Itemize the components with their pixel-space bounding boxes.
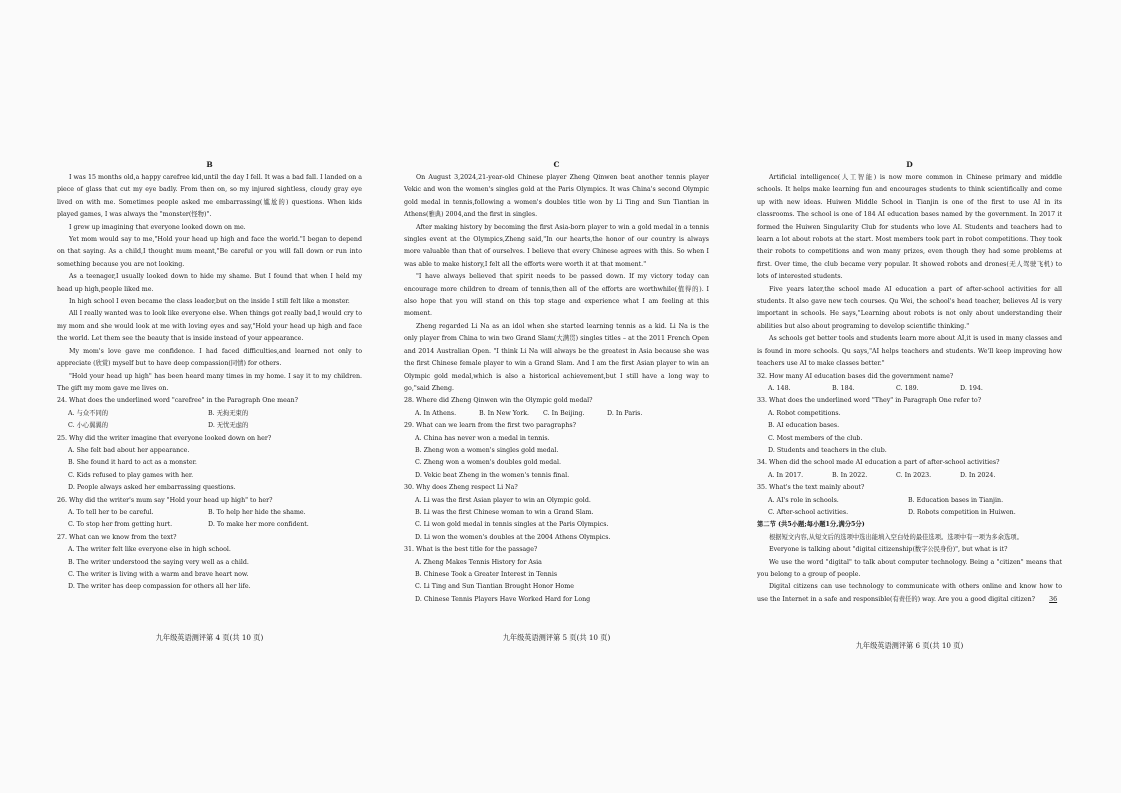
option: B. 无拘无束的	[208, 409, 249, 417]
option: B. She found it hard to act as a monster.	[68, 459, 197, 467]
option: D. Robots competition in Huiwen.	[908, 508, 1016, 516]
section-c	[404, 158, 709, 606]
option: C. 小心翼翼的	[68, 422, 109, 430]
option: A. Robot competitions.	[768, 409, 841, 417]
paragraph: On August 3,2024,21-year-old Chinese player Zheng Qinwen beat another tennis player Vekic and won the women's singles gold at the Paris Olympics. It was China's second Olympic gold medal in tennis,following a women's doubles title won by Li Ting and Sun Tiantian in Athens(雅典) 2004,and the first in singles.	[404, 174, 709, 219]
question-stem: 31. What is the best title for the passage?	[404, 546, 538, 554]
option: B. Chinese Took a Greater Interest in Tennis	[415, 571, 558, 578]
option: A. 148.	[768, 384, 791, 392]
paragraph: As schools get better tools and students learn more about AI,it is used in many classes and is found in more schools. Qu says,"AI helps teachers and students. We'll keep improving how teachers use AI to make classes better."	[757, 335, 1062, 368]
question-stem: 27. What can we know from the text?	[57, 533, 177, 541]
question-stem: 35. What's the text mainly about?	[757, 484, 865, 492]
option: B. Zheng won a women's singles gold medal.	[415, 446, 559, 454]
question-stem: 29. What can we learn from the first two paragraphs?	[404, 422, 576, 430]
question-26	[57, 495, 362, 532]
option: D. Chinese Tennis Players Have Worked Hard for Long	[415, 595, 591, 603]
option: C. In Beijing.	[543, 409, 585, 417]
option: A. 与众不同的	[68, 409, 109, 417]
paragraph: All I really wanted was to look like everyone else. When things got really bad,I would cry to my mom and she would look at me with loving eyes and say,"Hold your head up high and face the world. Let them see the beauty that is inside instead of your appearance.	[57, 310, 362, 343]
option: B. In 2022.	[832, 471, 868, 479]
option: D. Vekic beat Zheng in the women's tennis final.	[415, 471, 570, 479]
option: D. Students and teachers in the club.	[768, 446, 887, 454]
option: D. 无忧无虑的	[208, 422, 249, 430]
question-27	[57, 532, 362, 594]
paragraph: Five years later,the school made AI education a part of after-school activities for all students. It also gave new tech courses. Qu Wei, the school's head teacher, believes AI is very important in schools. He says,"Learning about robots is not only about understanding their abilities but also about programing to develop scientific thinking."	[757, 285, 1062, 330]
question-24	[57, 395, 362, 432]
option: D. In Paris.	[607, 409, 643, 417]
option: B. To help her hide the shame.	[208, 508, 306, 516]
passage	[404, 172, 709, 395]
option: B. In New York.	[479, 409, 530, 417]
question-30	[404, 482, 709, 544]
paragraph: Everyone is talking about "digital citizenship(数字公民身份)", but what is it?	[769, 546, 1008, 554]
paragraph	[757, 581, 1062, 606]
paragraph: Yet mom would say to me,"Hold your head up high and face the world."I began to depend on that saying. As a child,I thought mum meant,"Be careful or you will fall down or run into something because you are not looking.	[57, 236, 362, 268]
question-stem: 33. What does the underlined word "They" in Paragraph One refer to?	[757, 397, 982, 405]
question-33	[757, 395, 1062, 457]
paragraph: My mom's love gave me confidence. I had faced difficulties,and learned not only to appreciate (欣赏) myself but to have deep compassion(同情) for others.	[57, 347, 362, 368]
option: C. Li won gold medal in tennis singles at the Paris Olympics.	[415, 521, 609, 529]
paragraph: Artificial intelligence(人工智能) is now more common in Chinese primary and middle schools. It helps make learning fun and encourages students to think scientifically and come up with new ideas. Huiwen Middle School in Tianjin is one of the first to use AI in its classrooms. The school is one of 184 AI education bases named by the government. In 2017 it formed the Huiwen Singularity Club for students who love AI. Students and teachers had to learn a lot about robots at the start. Most members took part in robot competitions. They took their robots to competitions and won many prizes, even though they had some problems at first. Over time, the club became very popular. It showed robots and drones(无人驾驶飞机) to lots of interested students.	[757, 174, 1062, 281]
paragraph-text: Digital citizens can use technology to communicate with others online and know how to use the Internet in a safe and responsible(有责任的) way. Are you a good digital citizen?	[757, 583, 1062, 603]
paragraph: I grew up imagining that everyone looked down on me.	[69, 223, 246, 231]
option: C. Kids refused to play games with her.	[68, 471, 194, 479]
question-35	[757, 482, 1062, 519]
question-stem: 32. How many AI education bases did the government name?	[757, 372, 954, 380]
option: B. 184.	[832, 384, 855, 392]
option: D. Li won the women's doubles at the 2004 Athens Olympics.	[415, 533, 611, 541]
paragraph: As a teenager,I usually looked down to hide my shame. But I found that when I held my head up high,people liked me.	[57, 273, 362, 293]
section-heading: B	[206, 160, 213, 169]
option: A. China has never won a medal in tennis.	[415, 434, 550, 442]
question-stem: 26. Why did the writer's mum say "Hold your head up high" to her?	[57, 496, 273, 504]
option: C. Li Ting and Sun Tiantian Brought Honor Home	[415, 583, 574, 591]
option: A. To tell her to be careful.	[68, 508, 154, 516]
question-stem: 24. What does the underlined word "carefree" in the Paragraph One mean?	[57, 397, 299, 405]
option: A. She felt bad about her appearance.	[68, 446, 190, 454]
section-d	[757, 158, 1062, 606]
option: C. Most members of the club.	[768, 434, 863, 442]
option: A. Zheng Makes Tennis History for Asia	[415, 558, 542, 566]
page-footer: 九年级英语测评第 5 页(共 10 页)	[502, 633, 611, 642]
option: A. The writer felt like everyone else in high school.	[68, 546, 231, 554]
part2-instruction: 根据短文内容,从短文后的选项中选出能填入空白处的最佳选项。选项中有一项为多余选项。	[769, 533, 1023, 541]
option: D. In 2024.	[960, 471, 996, 479]
option: A. In Athens.	[415, 409, 457, 417]
paragraph: We use the word "digital" to talk about computer technology. Being a "citizen" means that you belong to a group of people.	[757, 558, 1062, 578]
option: B. Li was the first Chinese woman to win a Grand Slam.	[415, 508, 594, 516]
question-28	[404, 395, 709, 420]
question-31	[404, 544, 709, 606]
option: D. The writer has deep compassion for others all her life.	[68, 583, 251, 591]
question-34	[757, 457, 1062, 482]
option: B. The writer understood the saying very well as a child.	[68, 558, 249, 566]
option: B. AI education bases.	[768, 422, 840, 430]
blank-36[interactable]: 36	[1049, 595, 1058, 603]
part2-title: 第二节 (共5小题;每小题1分,满分5分)	[757, 521, 865, 529]
option: C. To stop her from getting hurt.	[68, 521, 173, 529]
paragraph: After making history by becoming the first Asia-born player to win a gold medal in a tennis singles event at the Olympics,Zheng said,"In our hearts,the honor of our country is always more valuable than that of ourselves. I believe that every Chinese agrees with this. So when I was able to make history,I felt all the efforts were worth it at that moment."	[404, 223, 709, 268]
question-stem: 34. When did the school made AI education a part of after-school activities?	[757, 459, 1000, 467]
passage	[57, 172, 362, 395]
question-25	[57, 433, 362, 495]
page-footer: 九年级英语测评第 4 页(共 10 页)	[155, 633, 264, 642]
option: C. In 2023.	[896, 471, 932, 479]
passage	[757, 172, 1062, 371]
option: C. 189.	[896, 384, 919, 392]
section-heading: D	[906, 160, 913, 169]
option: D. People always asked her embarrassing questions.	[68, 484, 236, 492]
paragraph: I was 15 months old,a happy carefree kid,until the day I fell. It was a bad fall. I landed on a piece of glass that cut my eye badly. From then on, so my injured sightless, cloudy gray eye lived on with me. Sometimes people asked me embarrassing(尴尬的) questions. When kids played games, I was always the "monster(怪物)".	[57, 174, 362, 219]
option: D. To make her more confident.	[208, 521, 309, 529]
option: C. After-school activities.	[768, 508, 849, 516]
question-stem: 25. Why did the writer imagine that everyone looked down on her?	[57, 434, 272, 442]
paragraph: In high school I even became the class leader,but on the inside I still felt like a monster.	[69, 298, 350, 306]
question-stem: 30. Why does Zheng respect Li Na?	[404, 484, 518, 492]
option: C. The writer is living with a warm and brave heart now.	[68, 571, 249, 578]
option: A. Li was the first Asian player to win an Olympic gold.	[415, 496, 591, 504]
page-footer: 九年级英语测评第 6 页(共 10 页)	[855, 641, 964, 650]
paragraph: "Hold your head up high" has been heard many times in my home. I say it to my children. The gift my mom gave me lives on.	[57, 372, 362, 392]
question-29	[404, 420, 709, 482]
section-b	[57, 158, 362, 594]
option: C. Zheng won a women's doubles gold medal.	[415, 459, 561, 467]
paragraph: Zheng regarded Li Na as an idol when she started learning tennis as a kid. Li Na is the only player from China to win two Grand Slam(大满贯) singles titles – at the 2011 French Open and 2014 Australian Open. "I think Li Na will always be the greatest in Asia because she was the first Chinese female player to win a Grand Slam. And I am the first Asian player to win an Olympic gold medal,which is also a historical achievement,but I still have a long way to go,"said Zheng.	[404, 322, 709, 392]
option: B. Education bases in Tianjin.	[908, 496, 1004, 504]
question-32	[757, 371, 1062, 396]
option: D. 194.	[960, 384, 983, 392]
section-heading: C	[553, 160, 560, 169]
option: A. AI's role in schools.	[768, 496, 839, 504]
option: A. In 2017.	[768, 471, 804, 479]
question-stem: 28. Where did Zheng Qinwen win the Olympic gold medal?	[404, 397, 593, 405]
paragraph: "I have always believed that spirit needs to be passed down. If my victory today can encourage more children to dream of tennis,then all of the efforts are worthwhile(值得的). I also hope that you will stand on this top stage and experience what I am feeling at this moment.	[404, 273, 709, 318]
